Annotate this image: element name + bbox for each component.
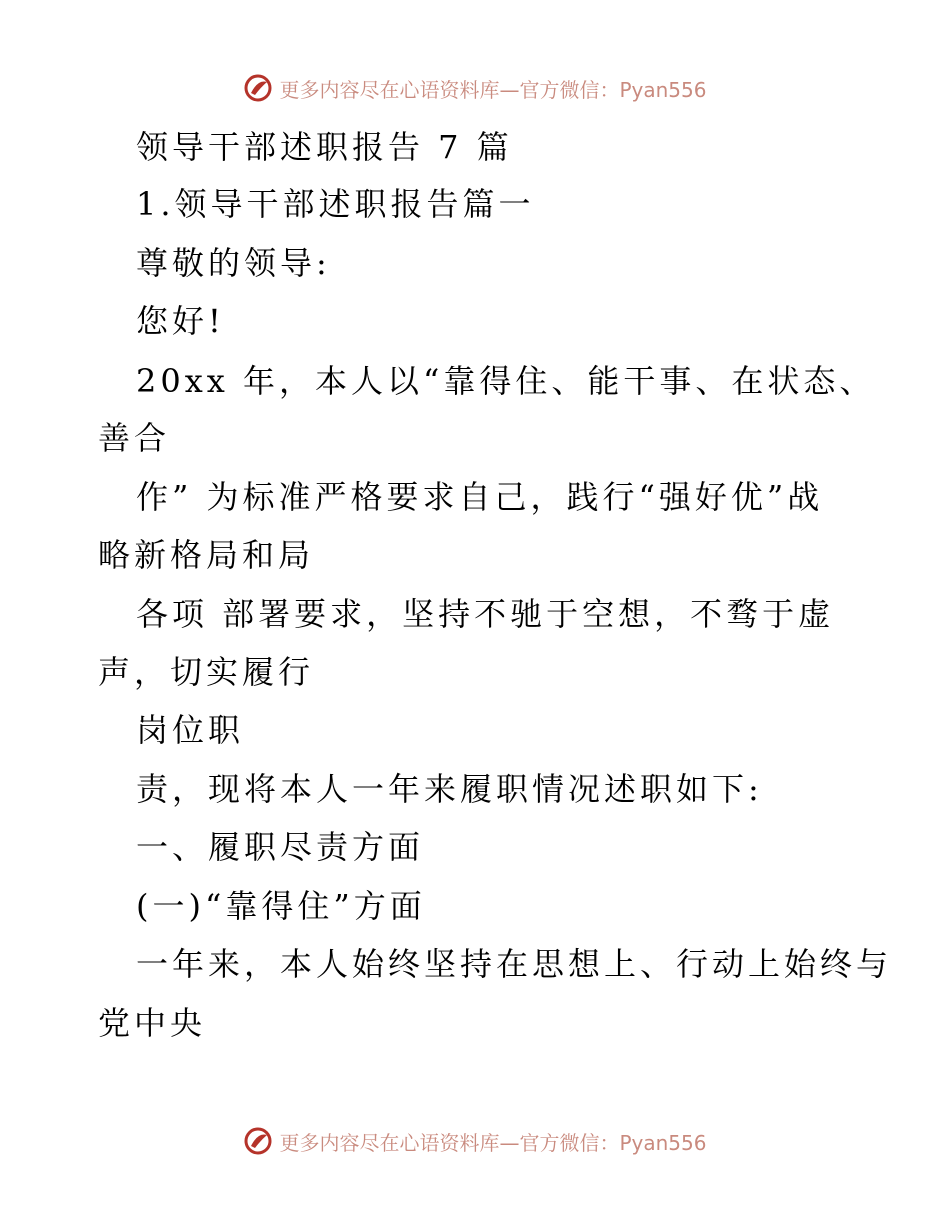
paragraph-line: 一年来，本人始终坚持在思想上、行动上始终与	[136, 945, 893, 983]
paragraph-line: 党中央	[98, 1004, 207, 1042]
paragraph-line: 声，切实履行	[98, 653, 315, 691]
ink-brush-icon	[243, 73, 273, 103]
section-title: 1.领导干部述职报告篇一	[136, 185, 535, 223]
paragraph-line: 作” 为标准严格要求自己，践行“强好优”战	[136, 478, 824, 516]
paragraph-line: 责，现将本人一年来履职情况述职如下:	[136, 770, 763, 808]
paragraph-line: 略新格局和局	[98, 536, 315, 574]
paragraph-line: 20xx 年，本人以“靠得住、能干事、在状态、	[136, 362, 876, 400]
document-title: 领导干部述职报告 7 篇	[136, 128, 513, 166]
header-banner	[0, 68, 950, 108]
banner-text: 更多内容尽在心语资料库—官方微信：Pyan556	[279, 77, 707, 102]
heading-level2: (一)“靠得住”方面	[136, 887, 426, 925]
heading-level1: 一、履职尽责方面	[136, 828, 425, 866]
paragraph-line: 善合	[98, 419, 171, 457]
greeting: 您好!	[136, 302, 225, 340]
banner-text: 更多内容尽在心语资料库—官方微信：Pyan556	[279, 1130, 707, 1155]
paragraph-line: 岗位职	[136, 711, 245, 749]
footer-banner	[0, 1121, 950, 1161]
ink-brush-icon	[243, 1126, 273, 1156]
paragraph-line: 各项 部署要求，坚持不驰于空想，不骛于虚	[136, 595, 835, 633]
salutation: 尊敬的领导:	[136, 244, 331, 282]
